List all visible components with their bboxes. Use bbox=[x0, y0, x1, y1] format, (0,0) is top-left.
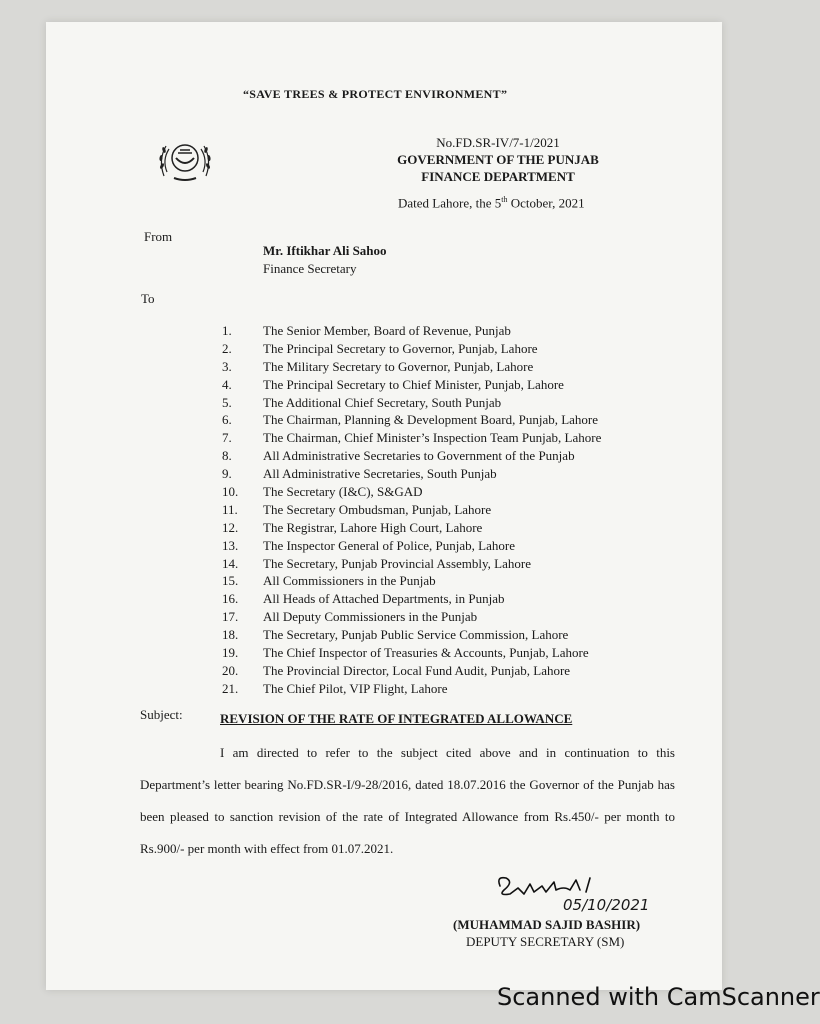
department-name: FINANCE DEPARTMENT bbox=[421, 169, 575, 184]
government-name: GOVERNMENT OF THE PUNJAB bbox=[397, 152, 599, 167]
letterhead bbox=[383, 134, 613, 185]
list-item: 9. All Administrative Secretaries, South Punjab bbox=[222, 466, 497, 482]
signatory-name: (MUHAMMAD SAJID BASHIR) bbox=[453, 917, 641, 932]
list-item: 8. All Administrative Secretaries to Government of the Punjab bbox=[222, 448, 575, 464]
signatory-designation: DEPUTY SECRETARY (SM) bbox=[466, 934, 625, 949]
recipient-list bbox=[222, 322, 601, 698]
punjab-emblem-icon bbox=[156, 136, 214, 184]
list-item: 15. All Commissioners in the Punjab bbox=[222, 573, 436, 589]
motto: “SAVE TREES & PROTECT ENVIRONMENT” bbox=[243, 87, 508, 101]
list-item: 19. The Chief Inspector of Treasuries & Accounts, Punjab, Lahore bbox=[222, 645, 589, 661]
list-item: 12. The Registrar, Lahore High Court, Lahore bbox=[222, 519, 483, 535]
to-label: To bbox=[141, 291, 155, 306]
list-item: 3. The Military Secretary to Governor, Punjab, Lahore bbox=[222, 358, 534, 374]
list-item: 17. All Deputy Commissioners in the Punjab bbox=[222, 609, 478, 625]
scanner-watermark: Scanned with CamScanner bbox=[497, 983, 820, 1011]
list-item: 2. The Principal Secretary to Governor, Punjab, Lahore bbox=[222, 340, 538, 356]
list-item: 1. The Senior Member, Board of Revenue, Punjab bbox=[222, 323, 511, 338]
dated-line: Dated Lahore, the 5th October, 2021 bbox=[398, 195, 585, 211]
list-item: 14. The Secretary, Punjab Provincial Assembly, Lahore bbox=[222, 555, 531, 571]
list-item: 10. The Secretary (I&C), S&GAD bbox=[222, 484, 423, 500]
list-item: 11. The Secretary Ombudsman, Punjab, Lahore bbox=[222, 501, 492, 517]
subject-label: Subject: bbox=[140, 707, 183, 722]
list-item: 6. The Chairman, Planning & Development Board, Punjab, Lahore bbox=[222, 412, 599, 428]
list-item: 4. The Principal Secretary to Chief Minister, Punjab, Lahore bbox=[222, 376, 564, 392]
subject-text: REVISION OF THE RATE OF INTEGRATED ALLOWANCE bbox=[220, 711, 573, 726]
from-label: From bbox=[144, 229, 173, 244]
list-item: 20. The Provincial Director, Local Fund Audit, Punjab, Lahore bbox=[222, 662, 571, 678]
list-item: 16. All Heads of Attached Departments, in Punjab bbox=[222, 591, 505, 607]
list-item: 21. The Chief Pilot, VIP Flight, Lahore bbox=[222, 680, 448, 696]
body-paragraph: I am directed to refer to the subject cited above and in continuation to this Department’s letter bearing No.FD.SR-I/9-28/2016, dated 18.07.2016 the Governor of the Punjab has been pleased to sanction revision of the rate of Integrated Allowance from Rs.450/- per month to Rs.900/- per month with effect from 01.07.2021. bbox=[140, 745, 675, 856]
list-item: 18. The Secretary, Punjab Public Service Commission, Lahore bbox=[222, 627, 569, 643]
list-item: 7. The Chairman, Chief Minister’s Inspection Team Punjab, Lahore bbox=[222, 430, 602, 446]
sender-title: Finance Secretary bbox=[263, 261, 357, 276]
list-item: 13. The Inspector General of Police, Punjab, Lahore bbox=[222, 537, 515, 553]
reference-number: No.FD.SR-IV/7-1/2021 bbox=[436, 135, 560, 150]
list-item: 5. The Additional Chief Secretary, South Punjab bbox=[222, 394, 502, 410]
signature-date: 05/10/2021 bbox=[563, 896, 650, 914]
sender-name: Mr. Iftikhar Ali Sahoo bbox=[263, 243, 387, 258]
